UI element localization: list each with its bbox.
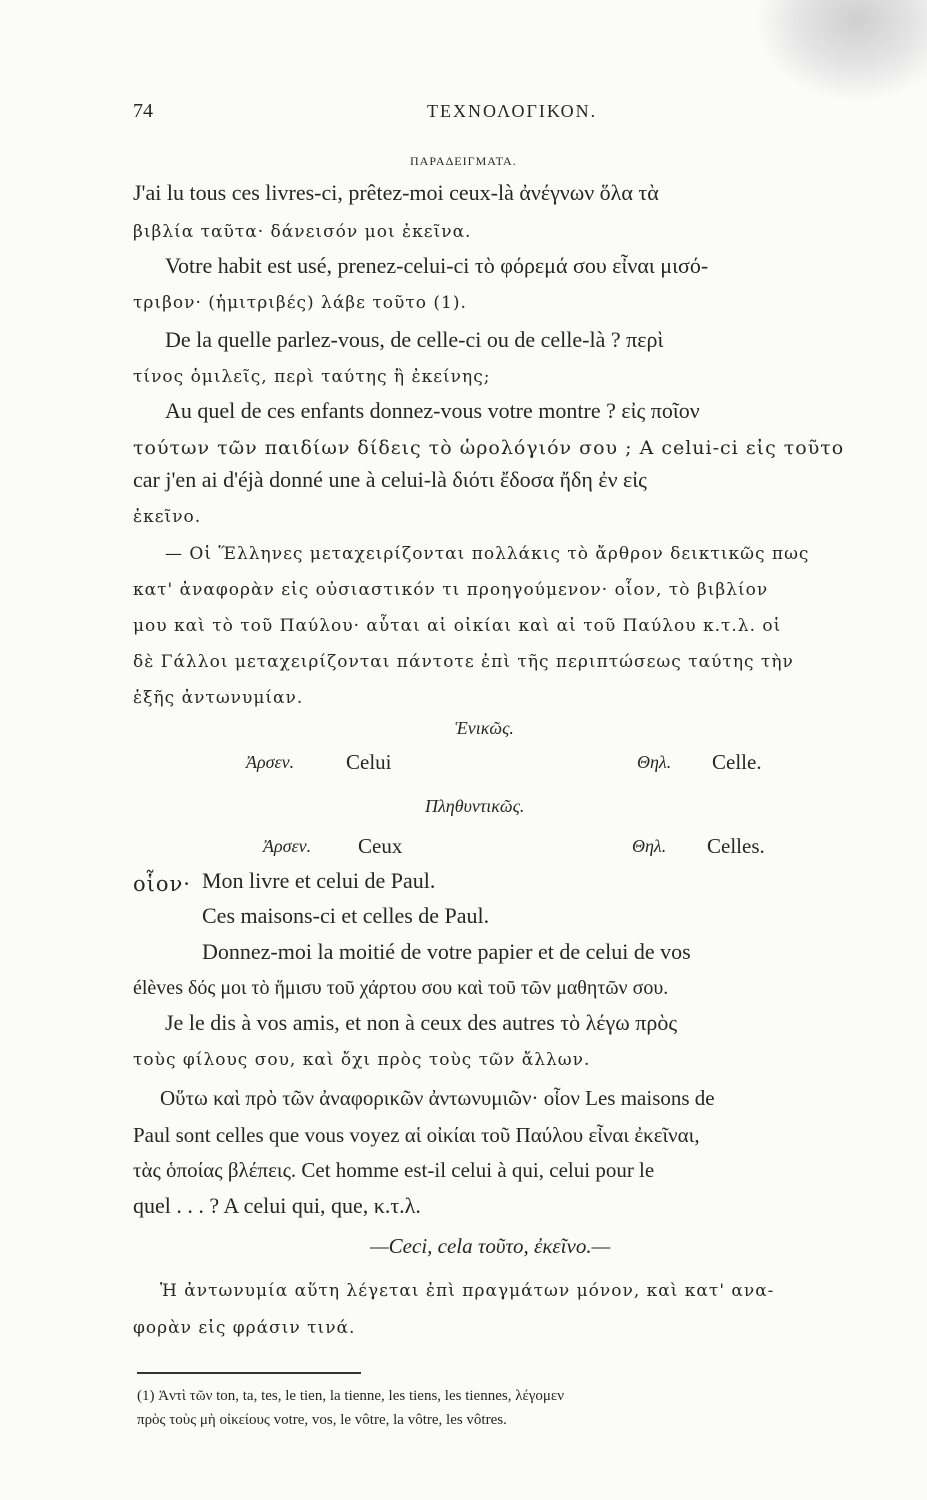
running-title: ΤΕΧΝΟΛΟΓΙΚΟΝ. xyxy=(427,101,598,121)
text-line: τὰς ὁποίας βλέπεις. Cet homme est-il celui à qui, celui pour le xyxy=(133,1158,655,1182)
text-line: J'ai lu tous ces livres-ci, prêtez-moi ceux-là ἀνέγνων ὅλα τὰ xyxy=(133,180,659,205)
footnote-line: (1) Ἀντὶ τῶν ton, ta, tes, le tien, la tienne, les tiens, les tiennes, λέγομεν xyxy=(137,1388,565,1404)
singular-masculine: Celui xyxy=(346,750,392,774)
text-line: κατ' ἀναφορὰν εἰς οὐσιαστικόν τι προηγούμενον· οἷον, τὸ βιβλίον xyxy=(133,580,769,600)
section-subheading: —Ceci, cela τοῦτο, ἐκεῖνο.— xyxy=(370,1234,611,1258)
text-line: Paul sont celles que vous voyez αἱ οἰκίαι τοῦ Παύλου εἶναι ἐκεῖναι, xyxy=(133,1123,700,1147)
page-stain xyxy=(757,0,927,100)
text-line: Votre habit est usé, prenez-celui-ci τὸ φόρεμά σου εἶναι μισό- xyxy=(165,253,709,278)
plural-masculine: Ceux xyxy=(358,834,403,858)
masculine-label: Ἀρσεν. xyxy=(246,752,295,772)
example-line: Donnez-moi la moitié de votre papier et de celui de vos xyxy=(202,939,691,964)
text-line: δὲ Γάλλοι μεταχειρίζονται πάντοτε ἐπὶ τῆς περιπτώσεως ταύτης τὴν xyxy=(133,652,794,672)
feminine-label: Θηλ. xyxy=(632,836,667,856)
example-line: Je le dis à vos amis, et non à ceux des autres τὸ λέγω πρὸς xyxy=(165,1010,678,1035)
text-line: φορὰν εἰς φράσιν τινά. xyxy=(133,1318,356,1338)
text-line: car j'en ai d'éjà donné une à celui-là διότι ἔδοσα ἤδη ἐν εἰς xyxy=(133,467,647,492)
text-line: Οὕτω καὶ πρὸ τῶν ἀναφορικῶν ἀντωνυμιῶν· οἷον Les maisons de xyxy=(160,1086,715,1110)
text-line: βιβλία ταῦτα· δάνεισόν μοι ἐκεῖνα. xyxy=(133,222,472,242)
example-line: Mon livre et celui de Paul. xyxy=(202,868,436,893)
example-line: τοὺς φίλους σου, καὶ ὄχι πρὸς τοὺς τῶν ἄλλων. xyxy=(133,1050,591,1070)
text-line: quel . . . ? A celui qui, que, κ.τ.λ. xyxy=(133,1193,421,1218)
text-line: ἑξῆς ἀντωνυμίαν. xyxy=(133,688,304,708)
section-title: ΠΑΡΑΔΕΙΓΜΑΤΑ. xyxy=(410,154,517,168)
text-line: Au quel de ces enfants donnez-vous votre montre ? εἰς ποῖον xyxy=(165,398,700,423)
text-line: ἐκεῖνο. xyxy=(133,507,202,527)
text-line: — Οἱ Ἕλληνες μεταχειρίζονται πολλάκις τὸ ἄρθρον δεικτικῶς πως xyxy=(165,544,810,564)
example-line: élèves δός μοι τὸ ἥμισυ τοῦ χάρτου σου καὶ τοῦ τῶν μαθητῶν σου. xyxy=(133,977,669,999)
text-line: De la quelle parlez-vous, de celle-ci ou de celle-là ? περὶ xyxy=(165,327,664,352)
text-line: τριβον· (ἡμιτριβές) λάβε τοῦτο (1). xyxy=(133,293,467,313)
oion-label: οἷον· xyxy=(133,872,191,896)
page-number: 74 xyxy=(133,100,153,122)
singular-heading: Ἑνικῶς. xyxy=(455,718,514,738)
masculine-label: Ἀρσεν. xyxy=(263,836,312,856)
plural-heading: Πληθυντικῶς. xyxy=(425,796,525,816)
footnote-rule xyxy=(137,1372,361,1374)
example-line: Ces maisons-ci et celles de Paul. xyxy=(202,903,490,928)
text-line: τίνος ὁμιλεῖς, περὶ ταύτης ἢ ἐκείνης; xyxy=(133,367,491,387)
singular-feminine: Celle. xyxy=(712,750,762,774)
text-line: μου καὶ τὸ τοῦ Παύλου· αὗται αἱ οἰκίαι καὶ αἱ τοῦ Παύλου κ.τ.λ. οἱ xyxy=(133,616,782,636)
feminine-label: Θηλ. xyxy=(637,752,672,772)
text-line: τούτων τῶν παιδίων δίδεις τὸ ὡρολόγιόν σου ; A celui-ci εἰς τοῦτο xyxy=(133,437,845,459)
plural-feminine: Celles. xyxy=(707,834,765,858)
footnote-line: πρὸς τοὺς μὴ οἰκείους votre, vos, le vôtre, la vôtre, les vôtres. xyxy=(137,1412,507,1428)
text-line: Ἡ ἀντωνυμία αὕτη λέγεται ἐπὶ πραγμάτων μόνον, καὶ κατ' ανα- xyxy=(160,1281,775,1301)
